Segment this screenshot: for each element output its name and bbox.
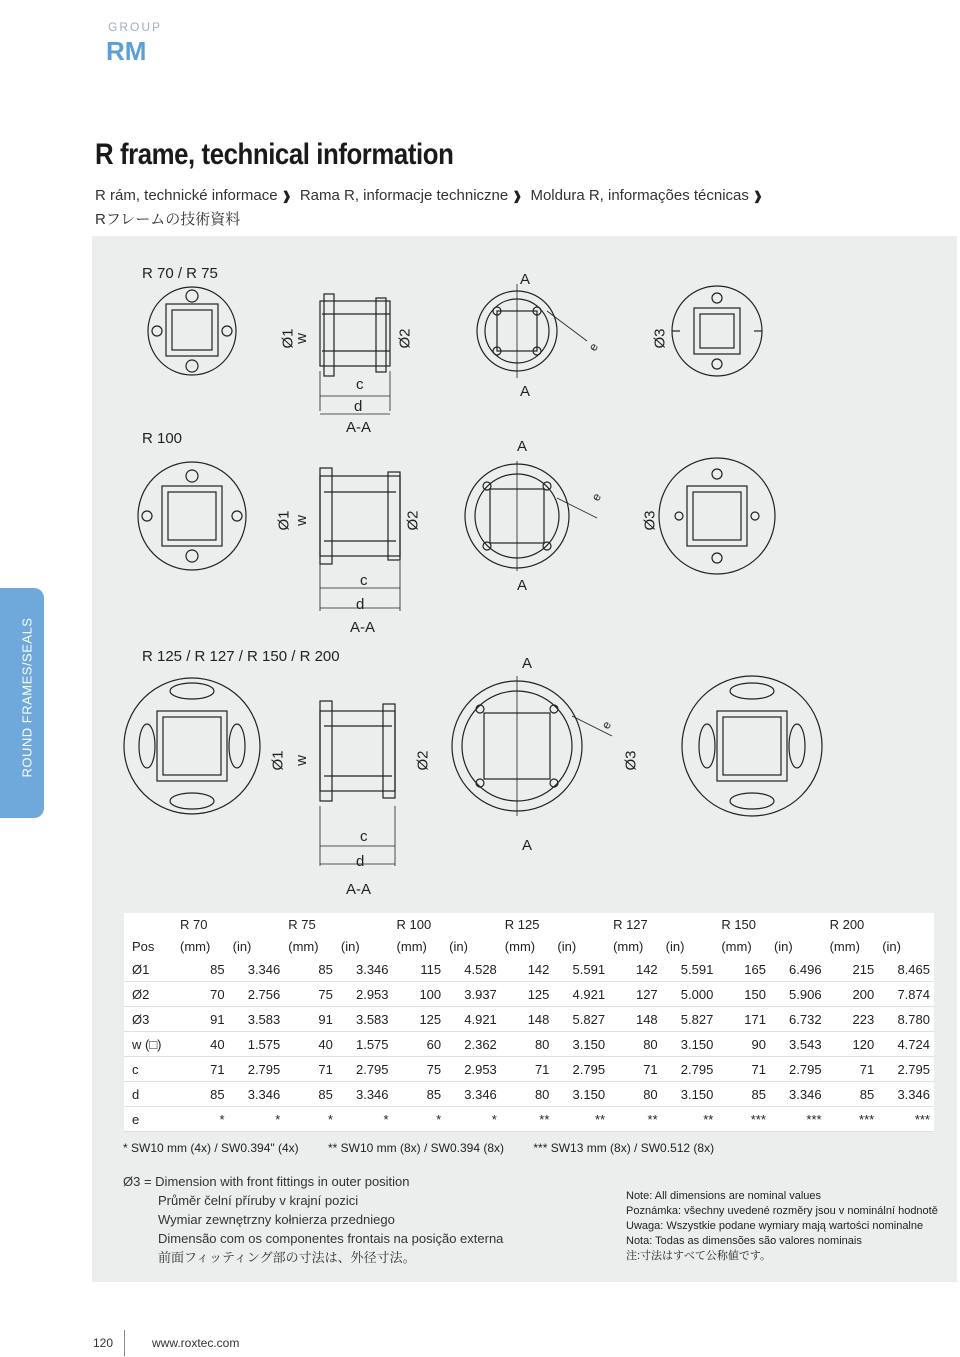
dim-d: d [354,398,363,415]
table-cell: 85 [176,957,229,982]
table-cell: *** [717,1107,770,1132]
drawing-title-r100: R 100 [142,430,183,447]
dim-d: d [356,853,365,870]
table-cell: 71 [609,1057,662,1082]
table-cell: 4.921 [553,982,609,1007]
table-header-unit: (in) [665,938,685,954]
table-cell: 85 [393,1082,446,1107]
table-cell: 5.906 [770,982,826,1007]
dim-d3: Ø3 [651,328,669,349]
r125-section-view [320,701,395,866]
dim-d1: Ø1 [279,328,297,349]
table-cell: 75 [284,982,337,1007]
dim-c: c [356,376,364,393]
section-label: A-A [346,881,372,898]
definition-line: 前面フィッティング部の寸法は、外径寸法。 [158,1250,416,1265]
table-header-unit: (mm) [829,938,860,954]
table-cell: 85 [284,957,337,982]
table-cell: 2.795 [770,1057,826,1082]
table-cell: 71 [284,1057,337,1082]
drawing-title-r125-r200: R 125 / R 127 / R 150 / R 200 [142,648,340,665]
dim-d3: Ø3 [641,510,659,531]
table-cell: 8.465 [878,957,934,982]
table-cell: 71 [717,1057,770,1082]
page-subtitle [95,184,855,232]
definition-line: Průměr čelní příruby v krajní pozici [158,1193,359,1208]
section-mark-a: A [520,383,531,400]
table-header-model: R 200 [829,916,865,932]
table-cell: 70 [176,982,229,1007]
technical-drawings [92,236,957,906]
table-header-unit: (in) [882,938,901,954]
table-cell: 3.150 [553,1082,609,1107]
definition-symbol: Ø3 [123,1174,141,1189]
table-header-unit: (mm) [721,938,752,954]
table-cell: 4.724 [878,1032,934,1057]
table-cell: 3.346 [229,1082,285,1107]
table-header-model: R 100 [396,916,432,932]
dim-w: w [292,515,310,526]
table-cell: 100 [393,982,446,1007]
table-cell: 127 [609,982,662,1007]
table-cell: * [229,1107,285,1132]
table-model-row [124,913,934,935]
table-cell: 2.795 [878,1057,934,1082]
footer-divider [124,1330,125,1356]
table-cell: 1.575 [229,1032,285,1057]
website-link[interactable]: www.roxtec.com [152,1336,240,1350]
table-header-unit: (mm) [613,938,644,954]
separator-icon: ❱ [752,189,763,203]
footnotes [123,1141,740,1155]
r100-flange-view [465,461,597,571]
table-cell: 2.362 [445,1032,501,1057]
table-cell: * [445,1107,501,1132]
table-cell: 7.874 [878,982,934,1007]
table-cell: 85 [717,1082,770,1107]
table-cell: 150 [717,982,770,1007]
section-label: A-A [346,419,372,436]
table-cell: 223 [826,1007,879,1032]
table-cell: 71 [826,1057,879,1082]
separator-icon: ❱ [512,189,523,203]
table-cell: 85 [176,1082,229,1107]
table-cell: 5.591 [553,957,609,982]
section-mark-a: A [520,271,531,288]
dim-e: e [585,340,602,354]
table-header-unit: (mm) [504,938,536,954]
table-row-pos: w (□) [124,1032,176,1057]
table-cell: 3.346 [878,1082,934,1107]
dim-d2: Ø2 [404,510,422,531]
dim-c: c [360,572,368,589]
table-cell: 91 [284,1007,337,1032]
section-mark-a: A [522,655,533,672]
table-cell: ** [662,1107,718,1132]
table-header-pos: Pos [132,938,155,954]
table-cell: *** [826,1107,879,1132]
table-cell: 148 [501,1007,554,1032]
r70-outer-view [672,286,762,376]
table-row-pos: e [124,1107,176,1132]
r100-outer-view [659,458,775,574]
table-cell: 85 [826,1082,879,1107]
definition-line: Wymiar zewnętrzny kołnierza przedniego [158,1212,395,1227]
note-line: Poznámka: všechny uvedené rozměry jsou v nominální hodnotě [626,1205,938,1217]
table-cell: 71 [501,1057,554,1082]
dim-d3: Ø3 [622,750,640,771]
table-cell: * [176,1107,229,1132]
table-row-pos: Ø1 [124,957,176,982]
table-row [124,1082,934,1107]
table-cell: 3.937 [445,982,501,1007]
table-cell: 2.953 [445,1057,501,1082]
table-row [124,1057,934,1082]
table-cell: * [393,1107,446,1132]
table-row [124,957,934,982]
table-cell: 3.346 [337,957,393,982]
table-header-model: R 75 [288,916,316,932]
subtitle-item: R rám, technické informace [95,187,278,204]
table-cell: 3.150 [662,1032,718,1057]
table-cell: 4.921 [445,1007,501,1032]
table-cell: 3.346 [445,1082,501,1107]
table-cell: 3.346 [229,957,285,982]
separator-icon: ❱ [281,189,292,203]
table-cell: 215 [826,957,879,982]
definition-line: = Dimension with front fittings in outer position [143,1174,410,1189]
r100-section-view [320,468,400,611]
page-number: 120 [93,1336,114,1350]
table-cell: 3.346 [337,1082,393,1107]
table-cell: 3.346 [770,1082,826,1107]
dim-d2: Ø2 [414,750,432,771]
table-cell: 80 [501,1082,554,1107]
subtitle-item: Moldura R, informações técnicas [530,187,749,204]
table-cell: 5.591 [662,957,718,982]
table-unit-row [124,935,934,957]
table-cell: 3.583 [337,1007,393,1032]
table-header-model: R 127 [613,916,648,932]
table-header-unit: (mm) [180,938,211,954]
table-header-model: R 70 [180,916,208,932]
table-row [124,1107,934,1132]
table-header-unit: (mm) [396,938,427,954]
table-cell: 2.795 [229,1057,285,1082]
table-cell: 91 [176,1007,229,1032]
table-cell: * [284,1107,337,1132]
table-cell: 1.575 [337,1032,393,1057]
dim-d2: Ø2 [396,328,414,349]
table-header-unit: (in) [773,938,793,954]
table-body [124,957,934,1132]
table-row [124,1007,934,1032]
table-cell: 4.528 [445,957,501,982]
r125-flange-view [452,676,615,816]
notes-block [626,1189,938,1264]
table-cell: 6.496 [770,957,826,982]
table-row-pos: Ø2 [124,982,176,1007]
dimension-table [124,913,934,1132]
table-cell: 5.000 [662,982,718,1007]
table-cell: 115 [393,957,446,982]
table-cell: 2.795 [662,1057,718,1082]
table-cell: 5.827 [553,1007,609,1032]
table-cell: 3.543 [770,1032,826,1057]
table-header-unit: (in) [232,938,252,954]
dim-d1: Ø1 [275,510,293,531]
table-cell: 60 [393,1032,446,1057]
page-title: R frame, technical information [95,138,454,171]
dim-d1: Ø1 [269,750,287,771]
definition-block [123,1172,503,1267]
side-tab-label: ROUND FRAMES/SEALS [19,617,35,778]
section-mark-a: A [522,837,533,854]
table-cell: 2.756 [229,982,285,1007]
dim-w: w [292,755,310,766]
section-mark-a: A [517,577,528,594]
table-cell: 142 [609,957,662,982]
table-cell: 3.150 [553,1032,609,1057]
table-cell: 125 [393,1007,446,1032]
subtitle-japanese: Rフレームの技術資料 [95,211,241,228]
r70-section-view [320,294,390,414]
section-label: A-A [350,619,376,636]
dim-e: e [598,718,615,732]
section-mark-a: A [517,438,528,455]
r70-flange-view [477,284,587,378]
table-cell: 90 [717,1032,770,1057]
note-line: Note: All dimensions are nominal values [626,1190,822,1202]
dim-d: d [356,596,365,613]
table-cell: * [337,1107,393,1132]
table-cell: 8.780 [878,1007,934,1032]
group-code: RM [106,36,147,66]
table-header-model: R 125 [504,916,540,932]
table-cell: 71 [176,1057,229,1082]
table-row [124,1032,934,1057]
table-cell: 2.795 [337,1057,393,1082]
table-cell: 148 [609,1007,662,1032]
table-cell: 2.795 [553,1057,609,1082]
r100-front-view [138,462,246,570]
table-cell: 142 [501,957,554,982]
table-cell [124,913,176,935]
subtitle-item: Rama R, informacje techniczne [299,187,509,204]
table-cell: 2.953 [337,982,393,1007]
table-cell: 165 [717,957,770,982]
r70-front-view [148,287,236,375]
note-line: Uwaga: Wszystkie podane wymiary mają wartości nominalne [626,1220,924,1232]
table-header-unit: (in) [449,938,468,954]
table-cell: 3.583 [229,1007,285,1032]
dim-e: e [588,490,605,504]
table-header-unit: (in) [340,938,360,954]
footnote: *** SW13 mm (8x) / SW0.512 (8x) [533,1141,715,1155]
note-line: Nota: Todas as dimensões são valores nominais [626,1235,862,1247]
table-cell: ** [501,1107,554,1132]
table-cell: 200 [826,982,879,1007]
table-cell: 80 [501,1032,554,1057]
table-cell: 80 [609,1082,662,1107]
definition-line: Dimensão com os componentes frontais na posição externa [158,1231,504,1246]
table-cell: 75 [393,1057,446,1082]
dim-w: w [292,333,310,344]
r125-outer-view [682,676,822,816]
table-cell: 171 [717,1007,770,1032]
note-line: 注:寸法はすべて公称値です。 [626,1250,771,1262]
table-cell: *** [878,1107,934,1132]
table-cell: 40 [284,1032,337,1057]
table-cell: 3.150 [662,1082,718,1107]
table-cell: 120 [826,1032,879,1057]
table-row-pos: c [124,1057,176,1082]
r125-front-view [124,678,260,814]
dim-c: c [360,828,368,845]
table-row-pos: d [124,1082,176,1107]
footnote: * SW10 mm (4x) / SW0.394" (4x) [123,1141,299,1155]
table-header-unit: (mm) [288,938,319,954]
table-row-pos: Ø3 [124,1007,176,1032]
table-header-model: R 150 [721,916,757,932]
table-cell: 80 [609,1032,662,1057]
table-cell: *** [770,1107,826,1132]
group-label: GROUP [108,20,163,34]
drawing-title-r70-r75: R 70 / R 75 [142,265,218,282]
table-cell: ** [553,1107,609,1132]
table-cell: 6.732 [770,1007,826,1032]
table-row [124,982,934,1007]
footnote: ** SW10 mm (8x) / SW0.394 (8x) [327,1141,505,1155]
table-cell: 125 [501,982,554,1007]
table-cell: 85 [284,1082,337,1107]
table-header-unit: (in) [557,938,577,954]
table-cell: ** [609,1107,662,1132]
table-cell: 5.827 [662,1007,718,1032]
table-cell: 40 [176,1032,229,1057]
